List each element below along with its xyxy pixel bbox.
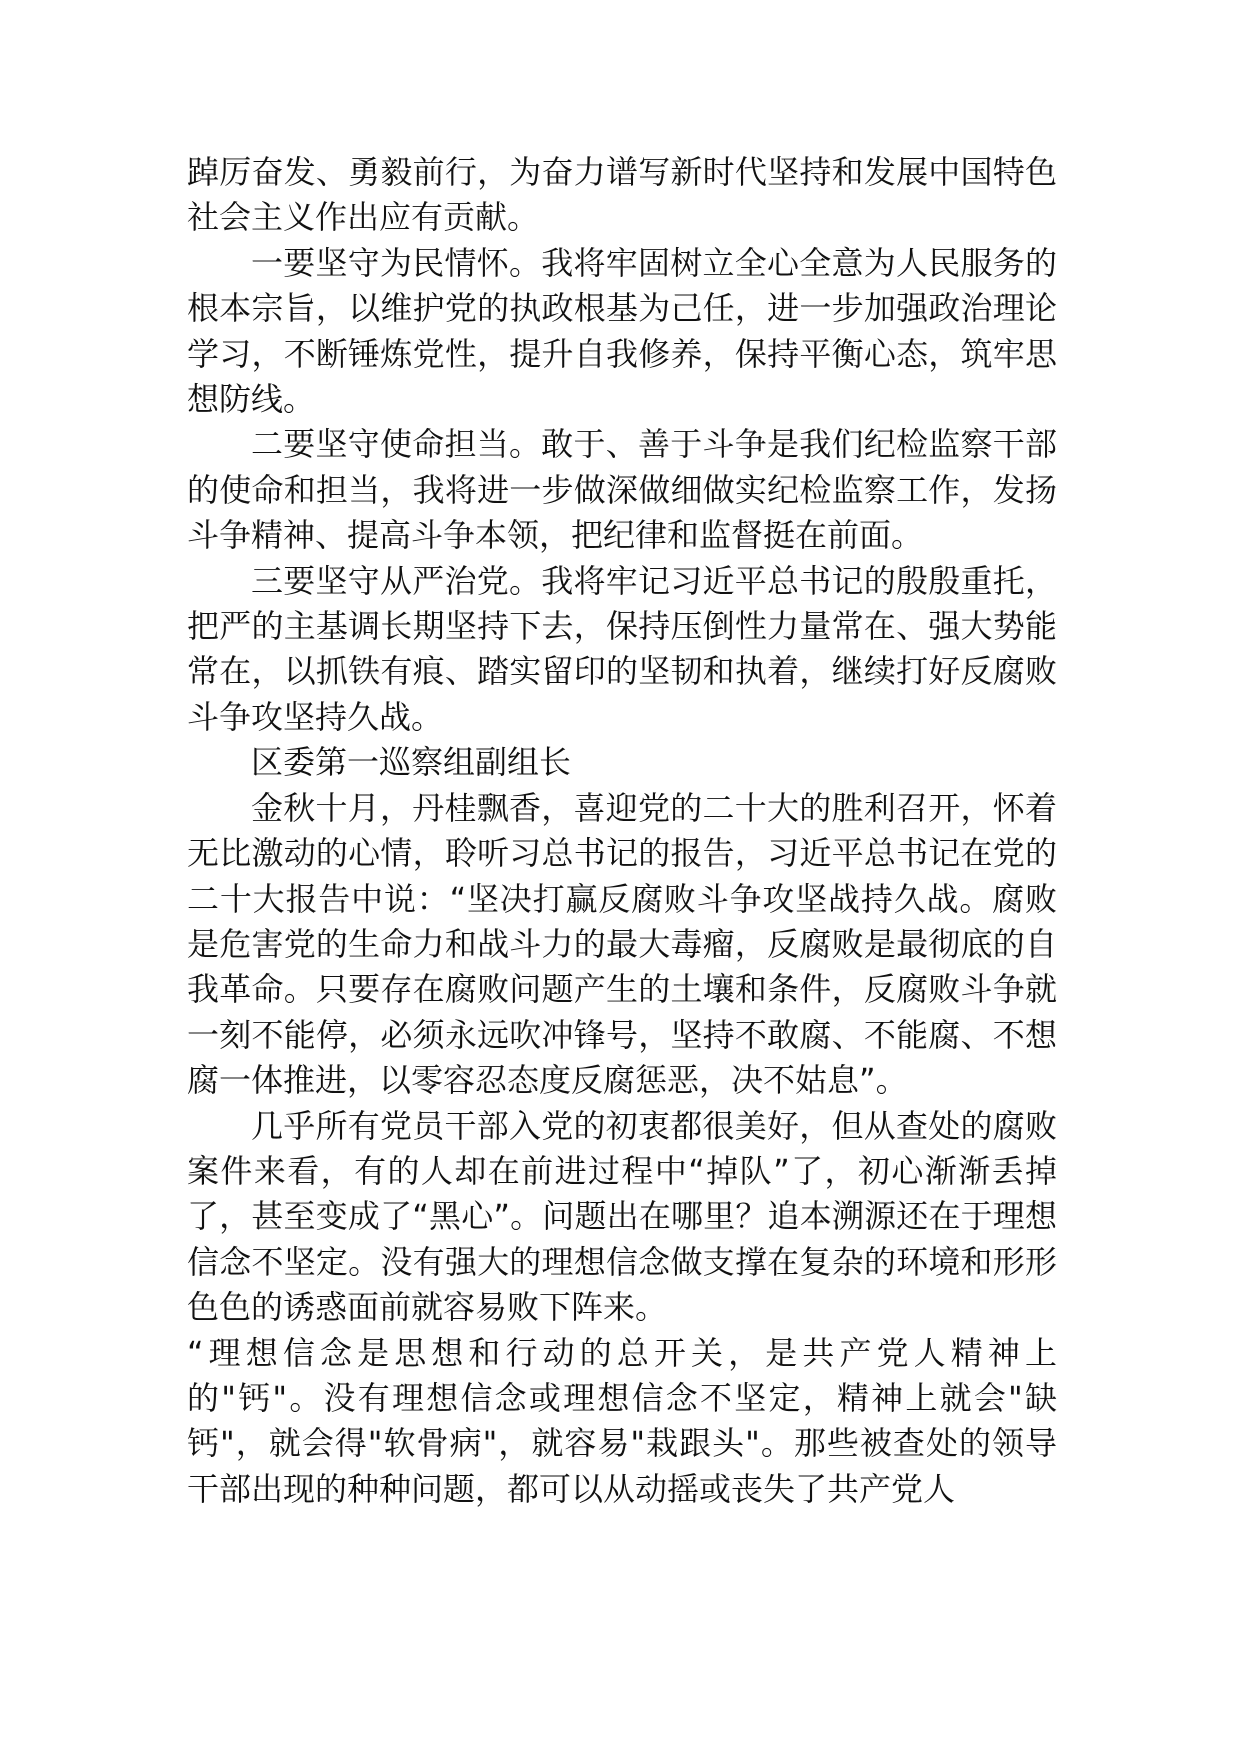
paragraph-people-sentiment: 一要坚守为民情怀。我将牢固树立全心全意为人民服务的根本宗旨，以维护党的执政根基为己任，进一步加强政治理论学习，不断锤炼党性，提升自我修养，保持平衡心态，筑牢思想防线。	[187, 243, 1057, 419]
paragraph-report-quote: 金秋十月，丹桂飘香，喜迎党的二十大的胜利召开，怀着无比激动的心情，聆听习总书记的报告，习近平总书记在党的二十大报告中说：“坚决打赢反腐败斗争攻坚战持久战。腐败是危害党的生命力和战斗力的最大毒瘤，反腐败是最彻底的自我革命。只要存在腐败问题产生的土壤和条件，反腐败斗争就一刻不能停，必须永远吹冲锋号，坚持不敢腐、不能腐、不想腐一体推进，以零容忍态度反腐惩恶，决不姑息”。	[187, 788, 1057, 1100]
paragraph-mission: 二要坚守使命担当。敢于、善于斗争是我们纪检监察干部的使命和担当，我将进一步做深做细做实纪检监察工作，发扬斗争精神、提高斗争本领，把纪律和监督挺在前面。	[187, 425, 1057, 555]
body-text	[187, 150, 1057, 1512]
paragraph-original-aspiration: 几乎所有党员干部入党的初衷都很美好，但从查处的腐败案件来看，有的人却在前进过程中“掉队”了，初心渐渐丢掉了，甚至变成了“黑心”。问题出在哪里？追本溯源还在于理想信念不坚定。没有强大的理想信念做支撑在复杂的环境和形形色色的诱惑面前就容易败下阵来。	[187, 1106, 1057, 1327]
paragraph-strict-governance: 三要坚守从严治党。我将牢记习近平总书记的殷殷重托，把严的主基调长期坚持下去，保持压倒性力量常在、强大势能常在，以抓铁有痕、踏实留印的坚韧和执着，继续打好反腐败斗争攻坚持久战。	[187, 561, 1057, 736]
paragraph-continuation: 踔厉奋发、勇毅前行，为奋力谱写新时代坚持和发展中国特色社会主义作出应有贡献。	[187, 153, 1057, 237]
paragraph-ideals-beliefs: “理想信念是思想和行动的总开关，是共产党人精神上的"钙"。没有理想信念或理想信念不坚定，精神上就会"缺钙"，就会得"软骨病"，就容易"栽跟头"。那些被查处的领导干部出现的种种问题，都可以从动摇或丧失了共产党人	[187, 1333, 1057, 1508]
author-title: 区委第一巡察组副组长	[251, 743, 572, 782]
